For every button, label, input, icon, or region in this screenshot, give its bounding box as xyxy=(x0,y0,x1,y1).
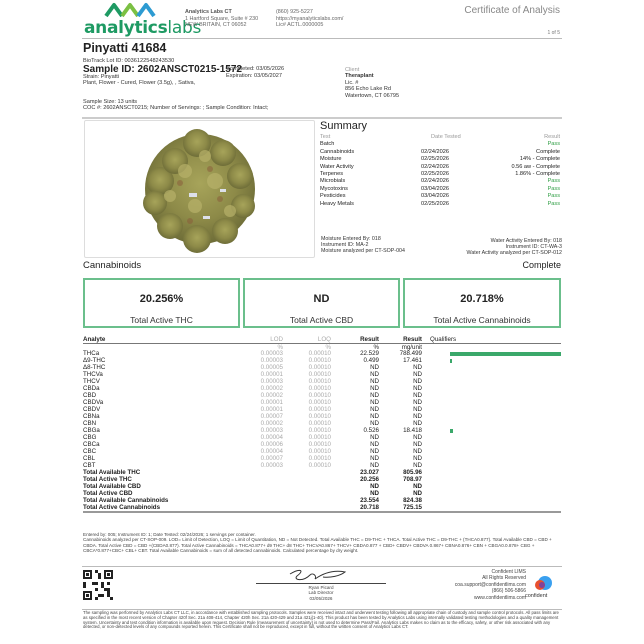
confident-logo-icon xyxy=(523,574,563,592)
completed-date: Completed: 03/05/2026 xyxy=(226,66,285,72)
unit-lod: % xyxy=(277,343,283,351)
qr-code-icon[interactable] xyxy=(83,570,113,600)
product-type: Plant, Flower - Cured, Flower (3.5g), , Sativa, xyxy=(83,80,196,86)
summary-date: 02/24/2026 xyxy=(421,163,449,170)
summary-date: 03/04/2026 xyxy=(421,193,449,200)
table-row xyxy=(83,378,561,385)
analyte-result-mg: ND xyxy=(413,462,422,469)
table-row xyxy=(83,364,561,371)
lims-rights: All Rights Reserved xyxy=(482,575,526,582)
analyte-loq: 0.00010 xyxy=(308,420,331,427)
client-label: Client xyxy=(345,67,360,73)
analyte-loq: 0.00010 xyxy=(308,448,331,455)
analyte-loq: 0.00010 xyxy=(308,392,331,399)
summary-result: 14% - Complete xyxy=(519,156,560,163)
moisture-notes xyxy=(321,236,405,255)
summary-test: Mycotoxins xyxy=(320,185,348,192)
analyte-bar xyxy=(450,357,561,364)
summary-result: 0.56 aw - Complete xyxy=(511,163,560,170)
analyte-name: Δ8-THC xyxy=(83,364,106,371)
summary-col-test: Test xyxy=(320,134,331,140)
total-result-mg: 725.15 xyxy=(403,504,422,511)
wa-entered-by: Water Activity Entered By: 018 xyxy=(490,238,562,244)
analyte-name: CBT xyxy=(83,462,96,469)
cannabinoid-notes xyxy=(83,532,561,553)
cannabinoids-title: Cannabinoids xyxy=(83,260,142,271)
lab-name: Analytics Labs CT xyxy=(185,9,232,15)
analyte-loq: 0.00010 xyxy=(308,399,331,406)
card-value: 20.718% xyxy=(460,293,504,305)
lab-logo xyxy=(84,2,201,38)
total-result-pct: ND xyxy=(370,490,379,497)
summary-row xyxy=(320,201,560,208)
summary-col-date: Date Tested xyxy=(431,134,461,140)
lab-address-line2: NEW BRITAIN, CT 06052 xyxy=(185,22,247,29)
analyte-name: THCa xyxy=(83,350,100,357)
total-row xyxy=(83,497,561,504)
analyte-bar xyxy=(450,364,561,371)
table-row xyxy=(83,448,561,455)
summary-row xyxy=(320,171,560,178)
analyte-loq: 0.00010 xyxy=(308,413,331,420)
analyte-loq: 0.00010 xyxy=(308,427,331,434)
analyte-qualifier xyxy=(422,399,450,406)
analyte-lod: 0.00002 xyxy=(260,392,283,399)
analyte-loq: 0.00010 xyxy=(308,455,331,462)
product-photo xyxy=(84,120,315,258)
confident-logo-text: confident xyxy=(525,593,548,599)
analyte-result-mg: 788.499 xyxy=(399,350,422,357)
analyte-bar xyxy=(450,350,561,357)
analyte-qualifier xyxy=(422,392,450,399)
analyte-name: CBGa xyxy=(83,427,100,434)
summary-title: Summary xyxy=(320,120,368,132)
summary-result: Pass xyxy=(547,193,560,200)
summary-test: Moisture xyxy=(320,156,342,163)
analyte-qualifier xyxy=(422,427,450,434)
signatory-name: Ryan Picard xyxy=(308,585,334,590)
analyte-qualifier xyxy=(422,371,450,378)
total-row xyxy=(83,490,561,497)
analyte-bar xyxy=(450,371,561,378)
table-row xyxy=(83,392,561,399)
analyte-lod: 0.00001 xyxy=(260,399,283,406)
logo-mark-icon xyxy=(104,2,164,18)
analyte-result-mg: ND xyxy=(413,413,422,420)
summary-test: Heavy Metals xyxy=(320,200,354,207)
disclaimer: The sampling was performed by Analytics Labs CT LLC, in accordance with established sampling protocols. Samples were received intact and underwent testing following all appropriate chain of custody and sample control protocols. All pass limits are as specified in the most recent version of Chapter 420f Sec. 21a 408-414, Chapter 420h Sec. 21a 420-429 and 21a 421j(1-40). This product has been tested by Analytics Labs using internally validated testing methodologies and a quality management system. Uncertainty and test condition information is available upon request. Decision Rule (measurement of uncertainty) is not used to determine Pass/Fail. Analytics Labs makes no claim as to the efficacy, safety, or other risk associated with any detected, or non-detected levels of any compounds reported herein. This Certificate shall not be reproduced, except in full, without the written consent of Analytics Labs CT. xyxy=(83,610,559,630)
total-result-mg: ND xyxy=(413,483,422,490)
summary-row xyxy=(320,186,560,193)
signature-line xyxy=(256,583,386,584)
summary-row xyxy=(320,156,560,163)
analyte-result-pct: ND xyxy=(370,413,379,420)
analyte-result-pct: ND xyxy=(370,455,379,462)
table-row xyxy=(83,385,561,392)
cannabis-flower-image xyxy=(85,121,315,258)
analyte-qualifier xyxy=(422,378,450,385)
analyte-result-mg: ND xyxy=(413,434,422,441)
total-name: Total Available CBD xyxy=(83,483,141,490)
analyte-result-pct: 22.529 xyxy=(360,350,379,357)
card-value: ND xyxy=(313,293,330,305)
col-qualifiers: Qualifiers xyxy=(430,336,457,343)
analyte-result-mg: ND xyxy=(413,448,422,455)
lab-phone: (860) 925-5227 xyxy=(276,9,313,15)
total-row xyxy=(83,483,561,490)
col-loq: LOQ xyxy=(317,336,331,343)
note-entered-by: Entered by: 005; Instrument ID: 1; Date Tested: 02/24/2026; 1 servings per container. xyxy=(83,532,256,537)
analyte-result-pct: 0.499 xyxy=(363,357,379,364)
analyte-result-pct: 0.526 xyxy=(363,427,379,434)
analyte-result-mg: ND xyxy=(413,441,422,448)
total-name: Total Active THC xyxy=(83,476,132,483)
analyte-bar xyxy=(450,378,561,385)
summary-row xyxy=(320,149,560,156)
analyte-lod: 0.00001 xyxy=(260,406,283,413)
analyte-result-mg: ND xyxy=(413,406,422,413)
total-name: Total Active CBD xyxy=(83,490,133,497)
table-row xyxy=(83,420,561,427)
biotrack-id: BioTrack Lot ID: 0036122548243530 xyxy=(83,58,175,64)
analyte-lod: 0.00004 xyxy=(260,434,283,441)
analyte-result-pct: ND xyxy=(370,385,379,392)
total-name: Total Available Cannabinoids xyxy=(83,497,169,504)
table-row xyxy=(83,455,561,462)
analyte-bar xyxy=(450,462,561,469)
analyte-result-pct: ND xyxy=(370,364,379,371)
table-row xyxy=(83,434,561,441)
analyte-qualifier xyxy=(422,357,450,364)
analyte-loq: 0.00010 xyxy=(308,357,331,364)
analyte-result-mg: ND xyxy=(413,371,422,378)
analyte-name: CBNa xyxy=(83,413,100,420)
analyte-loq: 0.00010 xyxy=(308,364,331,371)
total-result-pct: 23.554 xyxy=(360,497,379,504)
analyte-qualifier xyxy=(422,406,450,413)
client-block xyxy=(345,67,399,99)
analyte-lod: 0.00003 xyxy=(260,378,283,385)
analyte-result-mg: ND xyxy=(413,399,422,406)
product-name: Pinyatti 41684 xyxy=(83,41,167,55)
analyte-name: CBC xyxy=(83,448,97,455)
summary-test: Terpenes xyxy=(320,170,344,177)
summary-test: Water Activity xyxy=(320,163,354,170)
result-bar xyxy=(450,359,452,364)
analyte-lod: 0.00003 xyxy=(260,350,283,357)
summary-result: 1.86% - Complete xyxy=(515,170,560,177)
analyte-name: Δ9-THC xyxy=(83,357,106,364)
analyte-lod: 0.00001 xyxy=(260,371,283,378)
cannabinoid-table xyxy=(83,336,561,513)
total-result-mg: 708.97 xyxy=(403,476,422,483)
col-result-pct: Result xyxy=(360,336,379,343)
analyte-loq: 0.00010 xyxy=(308,371,331,378)
lims-phone: (866) 506-5866 xyxy=(491,588,526,595)
summary-date: 02/25/2026 xyxy=(421,170,449,177)
table-row xyxy=(83,462,561,469)
card-label: Total Active CBD xyxy=(289,315,354,325)
analyte-result-pct: ND xyxy=(370,378,379,385)
confident-logo xyxy=(523,574,563,602)
unit-loq: % xyxy=(325,343,331,351)
table-row xyxy=(83,399,561,406)
signature-date: 03/05/2026 xyxy=(309,595,333,601)
card-total-active-cannabinoids xyxy=(403,278,561,328)
analyte-result-mg: 18.418 xyxy=(403,427,422,434)
lab-address xyxy=(185,9,258,29)
summary-date: 03/04/2026 xyxy=(421,185,449,192)
col-result-mg: Result xyxy=(403,336,422,343)
info-divider xyxy=(82,117,562,119)
lims-email[interactable]: coa.support@confidentlims.com xyxy=(454,581,526,588)
analyte-qualifier xyxy=(422,413,450,420)
table-row xyxy=(83,427,561,434)
analyte-name: THCV xyxy=(83,378,100,385)
analyte-result-pct: ND xyxy=(370,371,379,378)
summary-result: Pass xyxy=(547,141,560,148)
summary-row xyxy=(320,164,560,171)
analyte-lod: 0.00002 xyxy=(260,420,283,427)
card-label: Total Active THC xyxy=(130,315,193,325)
analyte-lod: 0.00006 xyxy=(260,441,283,448)
summary-test: Batch xyxy=(320,141,335,148)
total-result-mg: 824.38 xyxy=(403,497,422,504)
signatory xyxy=(256,585,386,601)
analyte-result-pct: ND xyxy=(370,420,379,427)
analyte-qualifier xyxy=(422,455,450,462)
card-total-active-cbd xyxy=(243,278,400,328)
client-street: 856 Echo Lake Rd xyxy=(345,86,392,93)
analyte-name: CBDa xyxy=(83,385,100,392)
analyte-lod: 0.00002 xyxy=(260,385,283,392)
table-row xyxy=(83,357,561,364)
analyte-name: CBN xyxy=(83,420,97,427)
logo-text-light: labs xyxy=(167,18,201,38)
lab-license: Lic# ACTL.0000005 xyxy=(276,22,324,29)
total-name: Total Available THC xyxy=(83,469,141,476)
analyte-loq: 0.00010 xyxy=(308,462,331,469)
analyte-bar xyxy=(450,413,561,420)
analyte-qualifier xyxy=(422,364,450,371)
analyte-qualifier xyxy=(422,462,450,469)
summary-date: 02/24/2026 xyxy=(421,178,449,185)
analyte-result-mg: ND xyxy=(413,378,422,385)
sample-id: Sample ID: 2602ANSCT0215-1572 xyxy=(83,64,242,75)
col-lod: LOD xyxy=(270,336,283,343)
table-row xyxy=(83,350,561,357)
lims-website[interactable]: www.confidentlims.com xyxy=(474,594,526,601)
summary-col-result: Result xyxy=(544,134,560,140)
summary-row xyxy=(320,178,560,185)
water-activity-notes xyxy=(467,238,562,257)
summary-table xyxy=(320,134,560,208)
analyte-result-pct: ND xyxy=(370,462,379,469)
summary-result: Pass xyxy=(547,178,560,185)
analyte-lod: 0.00004 xyxy=(260,448,283,455)
client-name: Theraplant xyxy=(345,73,374,80)
col-analyte: Analyte xyxy=(83,336,106,343)
analyte-result-pct: ND xyxy=(370,434,379,441)
analyte-name: CBCa xyxy=(83,441,100,448)
summary-result: Pass xyxy=(547,200,560,207)
analyte-loq: 0.00010 xyxy=(308,434,331,441)
analyte-name: CBDV xyxy=(83,406,101,413)
lab-website[interactable]: https://myanalyticslabs.com/ xyxy=(276,15,344,22)
total-result-pct: 20.718 xyxy=(360,504,379,511)
analyte-loq: 0.00010 xyxy=(308,385,331,392)
summary-date: 02/25/2026 xyxy=(421,200,449,207)
analyte-result-pct: ND xyxy=(370,399,379,406)
analyte-name: CBG xyxy=(83,434,97,441)
note-methodology: Cannabinoids analyzed per CT-SOP-009. LOD= Limit of Detection, LOQ = Limit of Quantitation, ND = Not Detected. Total Available THC = D9-THC + THCA. Total Active THC = D9-THC + (THCA0.877). Total Available CBD = CBD + CBDA. Total Active CBD = CBD +(CBDA0.877). Total Active Cannabinoids = THCA0.877+ d9 THC+ d8 THC+ THCVA0.867+ THCV+ CBDA0.877 + CBD+ CBDV+ CBDVA 0.867+ CBNA0.876+ CBN + CBGA0.0.878+ CBG + CBCA*0.877+CBC+ CBL+ CBT. Total Available Cannabinoids = sum of all detected cannabinoids. Calculated percentage by dry weight. xyxy=(83,537,552,553)
summary-row xyxy=(320,193,560,200)
sample-size: Sample Size: 13 units xyxy=(83,99,138,105)
total-result-mg: ND xyxy=(413,490,422,497)
signatory-title: Lab Director xyxy=(308,590,334,596)
analyte-bar xyxy=(450,399,561,406)
analyte-lod: 0.00007 xyxy=(260,413,283,420)
total-result-mg: 805.96 xyxy=(403,469,422,476)
total-name: Total Active Cannabinoids xyxy=(83,504,161,511)
analyte-bar xyxy=(450,427,561,434)
header-divider xyxy=(82,38,562,39)
analyte-result-mg: 17.461 xyxy=(403,357,422,364)
document-title: Certificate of Analysis xyxy=(464,5,560,16)
lims-info xyxy=(455,569,526,601)
total-result-pct: ND xyxy=(370,483,379,490)
summary-header-row xyxy=(320,134,560,141)
moisture-entered-by: Moisture Entered By: 018 xyxy=(321,236,381,242)
analyte-bar xyxy=(450,455,561,462)
expiration-date: Expiration: 03/05/2027 xyxy=(226,73,282,79)
summary-date: 02/25/2026 xyxy=(421,156,449,163)
analyte-qualifier xyxy=(422,350,450,357)
analyte-qualifier xyxy=(422,448,450,455)
table-row xyxy=(83,371,561,378)
table-row xyxy=(83,441,561,448)
lab-contact xyxy=(276,9,343,29)
analyte-result-mg: ND xyxy=(413,364,422,371)
table-row xyxy=(83,413,561,420)
analyte-lod: 0.00005 xyxy=(260,364,283,371)
summary-date: 02/24/2026 xyxy=(421,148,449,155)
logo-text-bold: analytics xyxy=(84,18,168,38)
analyte-result-mg: ND xyxy=(413,420,422,427)
analyte-result-mg: ND xyxy=(413,392,422,399)
analyte-qualifier xyxy=(422,434,450,441)
analyte-result-mg: ND xyxy=(413,385,422,392)
page-number: 1 of 5 xyxy=(547,30,560,36)
client-city: Watertown, CT 06795 xyxy=(345,92,400,99)
coc-info: COC #: 2602ANSCT0215; Number of Servings: ; Sample Condition: Intact; xyxy=(83,105,269,111)
wa-sop: Water Activity analyzed per CT-SOP-012 xyxy=(466,250,562,257)
summary-result: Complete xyxy=(536,148,560,155)
result-bar xyxy=(450,352,561,357)
analyte-bar xyxy=(450,392,561,399)
analyte-name: CBL xyxy=(83,455,96,462)
lims-name: Confident LIMS xyxy=(491,569,526,575)
analyte-lod: 0.00007 xyxy=(260,455,283,462)
analyte-result-pct: ND xyxy=(370,406,379,413)
summary-result: Pass xyxy=(547,185,560,192)
summary-test: Microbials xyxy=(320,178,346,185)
moisture-instrument: Instrument ID: MA-2 xyxy=(321,242,369,249)
analyte-loq: 0.00010 xyxy=(308,350,331,357)
table-header-row xyxy=(83,336,561,344)
total-row xyxy=(83,476,561,483)
analyte-name: THCVa xyxy=(83,371,103,378)
analyte-loq: 0.00010 xyxy=(308,406,331,413)
total-row xyxy=(83,504,561,511)
summary-date xyxy=(415,141,485,148)
analyte-bar xyxy=(450,385,561,392)
analyte-loq: 0.00010 xyxy=(308,441,331,448)
card-value: 20.256% xyxy=(139,293,184,305)
unit-result-mg: mg/unit xyxy=(401,343,422,351)
summary-test: Pesticides xyxy=(320,193,346,200)
wa-instrument: Instrument ID: CT-WA-3 xyxy=(505,244,562,251)
analyte-bar xyxy=(450,420,561,427)
cannabinoids-status: Complete xyxy=(522,260,561,270)
analyte-bar xyxy=(450,434,561,441)
analyte-result-pct: ND xyxy=(370,441,379,448)
analyte-result-pct: ND xyxy=(370,448,379,455)
analyte-result-pct: ND xyxy=(370,392,379,399)
analyte-qualifier xyxy=(422,441,450,448)
analyte-bar xyxy=(450,406,561,413)
analyte-lod: 0.00003 xyxy=(260,357,283,364)
table-row xyxy=(83,406,561,413)
total-result-pct: 20.256 xyxy=(360,476,379,483)
strain: Strain: Pinyatti xyxy=(83,74,120,80)
total-result-pct: 23.027 xyxy=(360,469,379,476)
analyte-name: CBDVa xyxy=(83,399,104,406)
moisture-sop: Moisture analyzed per CT-SOP-004 xyxy=(321,248,405,255)
client-license: Lic. # xyxy=(345,79,359,86)
lab-address-line1: 1 Hartford Square, Suite # 230 xyxy=(185,15,259,22)
unit-result-pct: % xyxy=(373,343,379,351)
result-bar xyxy=(450,429,453,434)
analyte-loq: 0.00010 xyxy=(308,378,331,385)
analyte-bar xyxy=(450,441,561,448)
analyte-bar xyxy=(450,448,561,455)
analyte-name: CBD xyxy=(83,392,97,399)
summary-row xyxy=(320,141,560,148)
total-row xyxy=(83,469,561,476)
analyte-lod: 0.00003 xyxy=(260,427,283,434)
analyte-qualifier xyxy=(422,385,450,392)
analyte-qualifier xyxy=(422,420,450,427)
analyte-result-mg: ND xyxy=(413,455,422,462)
analyte-lod: 0.00003 xyxy=(260,462,283,469)
card-total-active-thc xyxy=(83,278,240,328)
summary-test: Cannabinoids xyxy=(320,148,355,155)
card-label: Total Active Cannabinoids xyxy=(433,315,531,325)
